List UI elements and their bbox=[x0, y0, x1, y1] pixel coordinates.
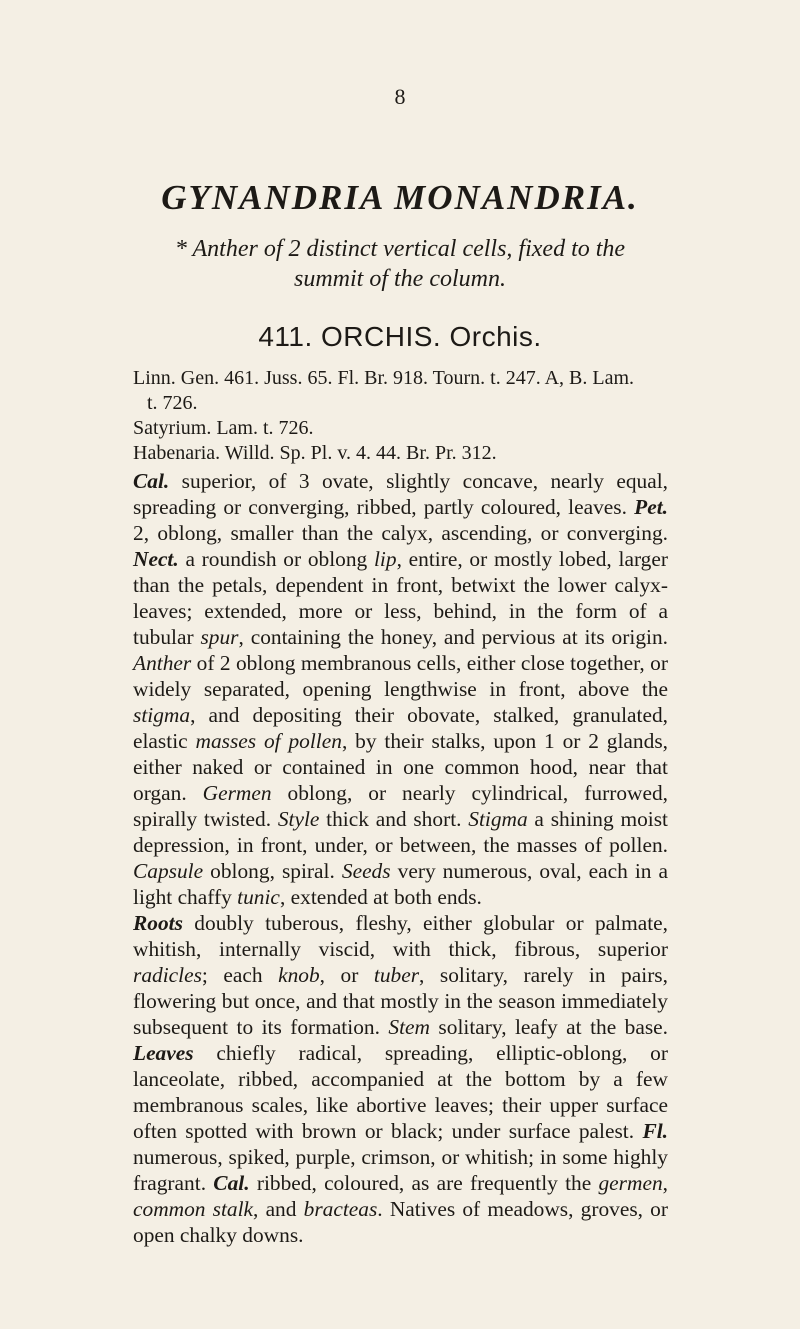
term-description: , containing the honey, and pervious at its origin. bbox=[238, 625, 668, 649]
page-number: 8 bbox=[394, 84, 406, 109]
term: radicles bbox=[133, 963, 202, 987]
term: Anther bbox=[133, 651, 192, 675]
term-description: , and depositing their obovate, stalked, granulated, elastic bbox=[133, 703, 668, 753]
term-description: doubly tuberous, fleshy, either globular or palmate, whitish, internally viscid, with thick, fibrous, superior bbox=[133, 911, 668, 961]
term: spur bbox=[200, 625, 239, 649]
term-description: thick and short. bbox=[319, 807, 469, 831]
term: Seeds bbox=[341, 859, 391, 883]
genus-title: 411. ORCHIS. Orchis. bbox=[258, 321, 542, 352]
term: tunic bbox=[237, 885, 280, 909]
term: Pet. bbox=[634, 495, 668, 519]
reference-line: t. 726. bbox=[147, 392, 198, 414]
class-heading: GYNANDRIA MONANDRIA. bbox=[161, 178, 639, 217]
term-description: oblong, spiral. bbox=[203, 859, 342, 883]
term-description: , extended at both ends. bbox=[279, 885, 482, 909]
term-description: , entire, or mostly lobed, larger than the petals, dependent in front, betwixt the lower calyx-leaves; extended, more or less, behind, in the form of a tubular bbox=[133, 547, 668, 649]
term-description: very numerous, oval, each in a light chaffy bbox=[133, 859, 668, 909]
term-description: a roundish or oblong bbox=[178, 547, 374, 571]
term: germen bbox=[598, 1171, 663, 1195]
term: Cal. bbox=[213, 1171, 250, 1195]
reference-line: Linn. Gen. 461. Juss. 65. Fl. Br. 918. Tourn. t. 247. A, B. Lam. bbox=[133, 367, 635, 389]
term: Stem bbox=[388, 1015, 430, 1039]
term: stigma bbox=[133, 703, 191, 727]
term: masses of pollen bbox=[195, 729, 342, 753]
term: Germen bbox=[202, 781, 272, 805]
order-note-star: * bbox=[174, 236, 187, 262]
term-description: , and bbox=[253, 1197, 304, 1221]
term-description: 2, oblong, smaller than the calyx, ascending, or converging. bbox=[133, 521, 668, 545]
description-paragraph-flower bbox=[133, 468, 668, 910]
order-note-text: Anther of 2 distinct vertical cells, fixed to the summit of the column. bbox=[192, 236, 626, 292]
term: Capsule bbox=[133, 859, 204, 883]
term-description: , by their stalks, upon 1 or 2 glands, either naked or contained in one common hood, near that organ. bbox=[133, 729, 668, 805]
order-note bbox=[150, 234, 650, 294]
term-description: solitary, leafy at the base. bbox=[429, 1015, 668, 1039]
term-description: a shining moist depression, in front, under, or between, the masses of pollen. bbox=[133, 807, 668, 857]
term: Fl. bbox=[642, 1119, 668, 1143]
reference-line: Habenaria. Willd. Sp. Pl. v. 4. 44. Br. Pr. 312. bbox=[133, 442, 497, 464]
term-description: oblong, or nearly cylindrical, furrowed, spirally twisted. bbox=[133, 781, 668, 831]
term-description: , solitary, rarely in pairs, flowering but once, and that mostly in the season immediately subsequent to its formation. bbox=[133, 963, 668, 1039]
term-description: . Natives of meadows, groves, or open chalky downs. bbox=[133, 1197, 668, 1247]
term: Cal. bbox=[133, 469, 170, 493]
term: Stigma bbox=[468, 807, 528, 831]
term-description: , bbox=[662, 1171, 668, 1195]
term: knob bbox=[278, 963, 320, 987]
references-block bbox=[133, 366, 733, 466]
term-description: superior, of 3 ovate, slightly concave, nearly equal, spreading or converging, ribbed, partly coloured, leaves. bbox=[133, 469, 668, 519]
term: Style bbox=[277, 807, 320, 831]
term-description: of 2 oblong membranous cells, either close together, or widely separated, opening lengthwise in front, above the bbox=[133, 651, 668, 701]
term-description: chiefly radical, spreading, elliptic-oblong, or lanceolate, ribbed, accompanied at the bottom by a few membranous scales, like abortive leaves; their upper surface often spotted with brown or black; under surface palest. bbox=[133, 1041, 668, 1143]
term: bracteas bbox=[303, 1197, 378, 1221]
term: common stalk bbox=[133, 1197, 254, 1221]
term-description: ribbed, coloured, as are frequently the bbox=[249, 1171, 599, 1195]
term-description: ; each bbox=[201, 963, 279, 987]
reference-line: Satyrium. Lam. t. 726. bbox=[133, 417, 314, 439]
term: Nect. bbox=[133, 547, 179, 571]
term-description: , or bbox=[319, 963, 374, 987]
description-block bbox=[133, 468, 668, 1248]
description-paragraph-plant bbox=[133, 910, 668, 1248]
term: Leaves bbox=[133, 1041, 194, 1065]
term: Roots bbox=[133, 911, 183, 935]
term: tuber bbox=[373, 963, 420, 987]
term: lip bbox=[373, 547, 397, 571]
term-description: numerous, spiked, purple, crimson, or whitish; in some highly fragrant. bbox=[133, 1145, 668, 1195]
